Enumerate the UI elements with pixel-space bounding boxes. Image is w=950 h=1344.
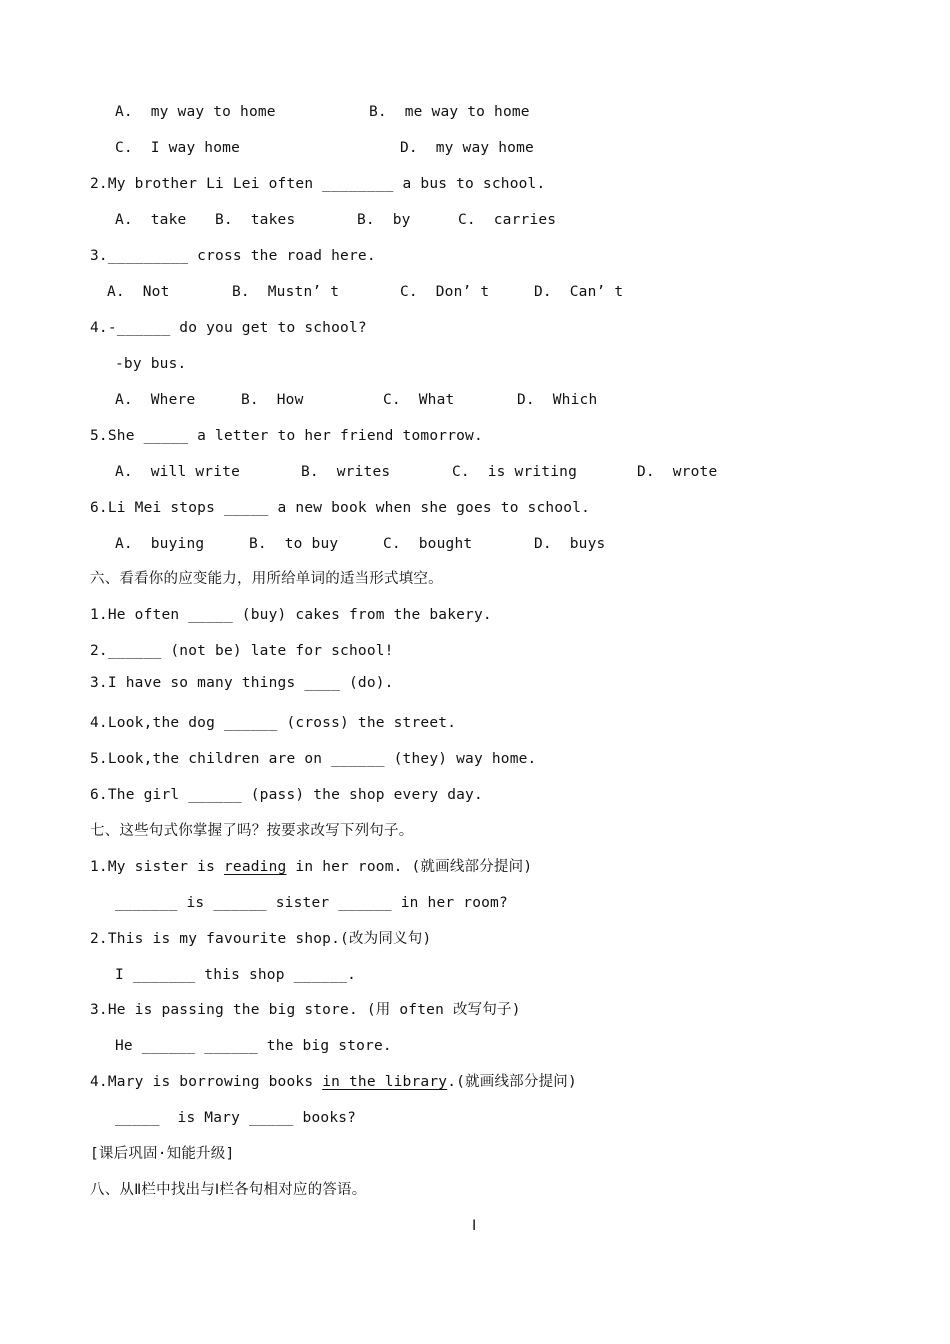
q5-option-c: C. is writing bbox=[452, 464, 578, 480]
section6-item-4: 4.Look,the dog ______ (cross) the street. bbox=[90, 715, 457, 731]
q3-option-b: B. Mustn’ t bbox=[232, 284, 340, 300]
section7-sentence-3: 3.He is passing the big store. (用 often 改写句子) bbox=[90, 1002, 521, 1018]
q6-option-b: B. to buy bbox=[249, 536, 339, 552]
q1-option-a: A. my way to home bbox=[115, 104, 276, 120]
q1-option-b: B. me way to home bbox=[369, 104, 530, 120]
section6-item-2: 2.______ (not be) late for school! bbox=[90, 643, 394, 659]
section7-answer-2: I _______ this shop ______. bbox=[115, 967, 357, 983]
section7-sentence-4 bbox=[90, 1072, 577, 1092]
q4-option-c: C. What bbox=[383, 392, 455, 408]
q2-stem: 2.My brother Li Lei often ________ a bus to school. bbox=[90, 176, 546, 192]
section8-title: 八、从Ⅱ栏中找出与Ⅰ栏各句相对应的答语。 bbox=[90, 1182, 367, 1198]
section6-title: 六、看看你的应变能力，用所给单词的适当形式填空。 bbox=[90, 571, 443, 587]
section7-answer-4: _____ is Mary _____ books? bbox=[115, 1110, 357, 1126]
q4-stem: 4.-______ do you get to school? bbox=[90, 320, 367, 336]
section7-sentence-2: 2.This is my favourite shop.(改为同义句) bbox=[90, 931, 432, 947]
section6-item-1: 1.He often _____ (buy) cakes from the bakery. bbox=[90, 607, 492, 623]
s1-underlined: reading bbox=[223, 859, 287, 875]
q2-option-c: B. by bbox=[357, 212, 411, 228]
s1-prefix: 1.My sister is bbox=[90, 859, 224, 875]
q5-option-d: D. wrote bbox=[637, 464, 718, 480]
q3-option-a: A. Not bbox=[107, 284, 170, 300]
q5-option-a: A. will write bbox=[115, 464, 241, 480]
q4-option-b: B. How bbox=[241, 392, 304, 408]
section7-title: 七、这些句式你掌握了吗？按要求改写下列句子。 bbox=[90, 823, 414, 839]
q6-option-c: C. bought bbox=[383, 536, 473, 552]
s4-prefix: 4.Mary is borrowing books bbox=[90, 1074, 323, 1090]
s4-suffix: .(就画线部分提问) bbox=[447, 1074, 577, 1090]
q5-stem: 5.She _____ a letter to her friend tomorrow. bbox=[90, 428, 483, 444]
q1-option-c: C. I way home bbox=[115, 140, 241, 156]
section8-column-label: Ⅰ bbox=[472, 1218, 477, 1234]
s4-underlined: in the library bbox=[322, 1074, 448, 1090]
q4-option-a: A. Where bbox=[115, 392, 196, 408]
section6-item-3: 3.I have so many things ____ (do). bbox=[90, 675, 394, 691]
q6-option-a: A. buying bbox=[115, 536, 205, 552]
q2-option-a: A. take bbox=[115, 212, 187, 228]
s1-suffix: in her room. (就画线部分提问) bbox=[286, 859, 533, 875]
q2-option-b: B. takes bbox=[215, 212, 296, 228]
section6-item-5: 5.Look,the children are on ______ (they) way home. bbox=[90, 751, 537, 767]
q3-option-c: C. Don’ t bbox=[400, 284, 490, 300]
q4-option-d: D. Which bbox=[517, 392, 598, 408]
q4-reply: -by bus. bbox=[115, 356, 187, 372]
q6-stem: 6.Li Mei stops _____ a new book when she goes to school. bbox=[90, 500, 591, 516]
q3-stem: 3._________ cross the road here. bbox=[90, 248, 376, 264]
q1-option-d: D. my way home bbox=[400, 140, 534, 156]
section7-answer-3: He ______ ______ the big store. bbox=[115, 1038, 392, 1054]
review-header: [课后巩固·知能升级] bbox=[90, 1146, 235, 1162]
q3-option-d: D. Can’ t bbox=[534, 284, 624, 300]
section7-sentence-1 bbox=[90, 857, 532, 877]
q2-option-d: C. carries bbox=[458, 212, 557, 228]
q6-option-d: D. buys bbox=[534, 536, 606, 552]
q5-option-b: B. writes bbox=[301, 464, 391, 480]
section7-answer-1: _______ is ______ sister ______ in her room? bbox=[115, 895, 508, 911]
section6-item-6: 6.The girl ______ (pass) the shop every day. bbox=[90, 787, 483, 803]
